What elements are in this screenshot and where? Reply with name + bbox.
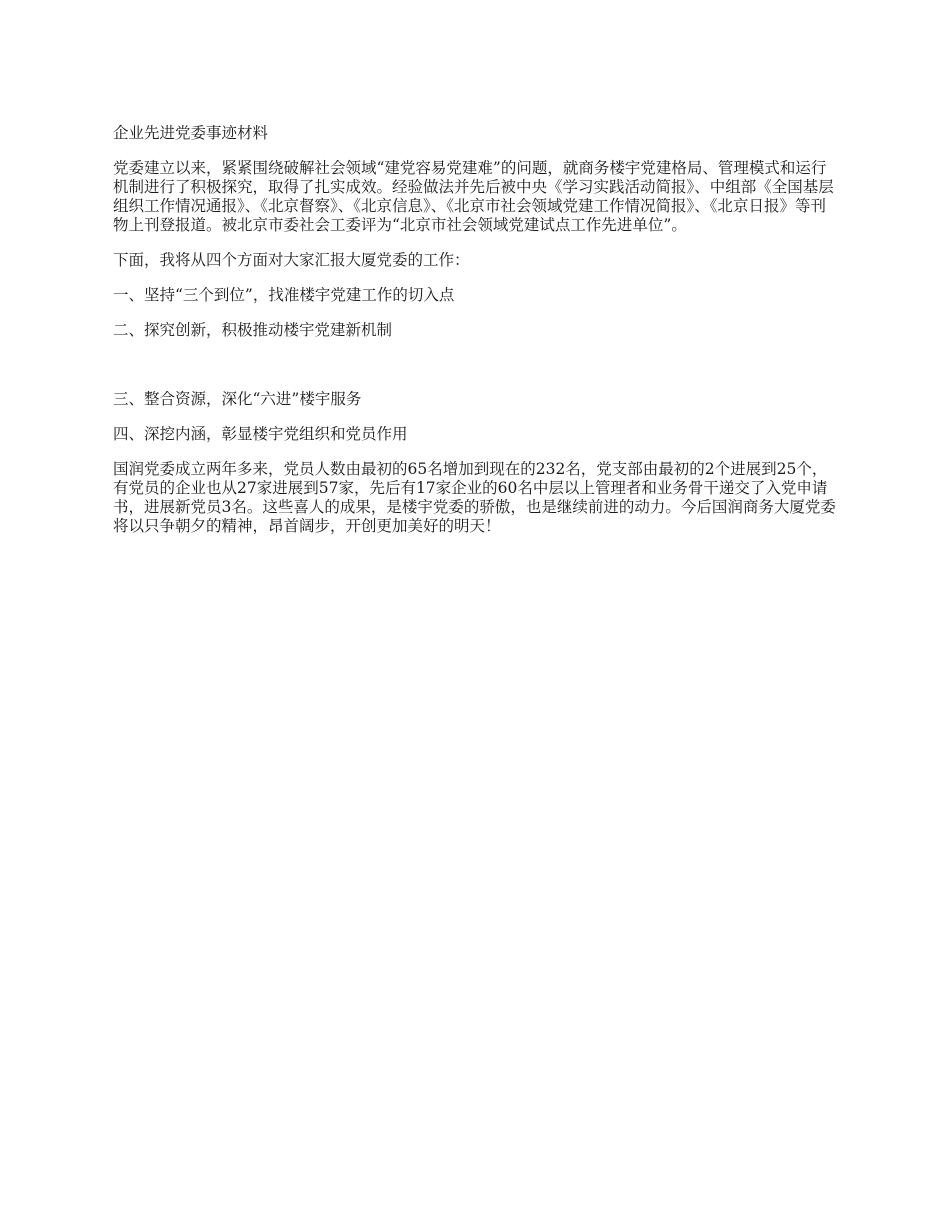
document-title: 企业先进党委事迹材料	[113, 124, 269, 142]
conclusion-paragraph: 国润党委成立两年多来，党员人数由最初的65名增加到现在的232名，党支部由最初的2个进展到25个，有党员的企业也从27家进展到57家，先后有17家企业的60名中层以上管理者和业务骨干递交了入党申请书，进展新党员3名。这些喜人的成果，是楼宇党委的骄傲，也是继续前进的动力。今后国润商务大厦党委将以只争朝夕的精神，昂首阔步，开创更加美好的明天！	[113, 460, 836, 535]
section-heading-3: 三、整合资源，深化“六进”楼宇服务	[113, 390, 362, 408]
lead-paragraph: 下面，我将从四个方面对大家汇报大厦党委的工作：	[113, 251, 470, 269]
section-heading-2: 二、探究创新，积极推动楼宇党建新机制	[113, 321, 393, 339]
document-body	[113, 124, 841, 552]
intro-paragraph: 党委建立以来，紧紧围绕破解社会领域“建党容易党建难”的问题，就商务楼宇党建格局、管理模式和运行机制进行了积极探究，取得了扎实成效。经验做法并先后被中央《学习实践活动简报》、中组部《全国基层组织工作情况通报》、《北京督察》、《北京信息》、《北京市社会领域党建工作情况简报》、《北京日报》等刊物上刊登报道。被北京市委社会工委评为“北京市社会领域党建试点工作先进单位”。	[113, 159, 834, 234]
section-heading-1: 一、坚持“三个到位”，找准楼宇党建工作的切入点	[113, 286, 455, 304]
section-heading-4: 四、深挖内涵，彰显楼宇党组织和党员作用	[113, 425, 408, 443]
blank-spacer	[113, 356, 841, 390]
